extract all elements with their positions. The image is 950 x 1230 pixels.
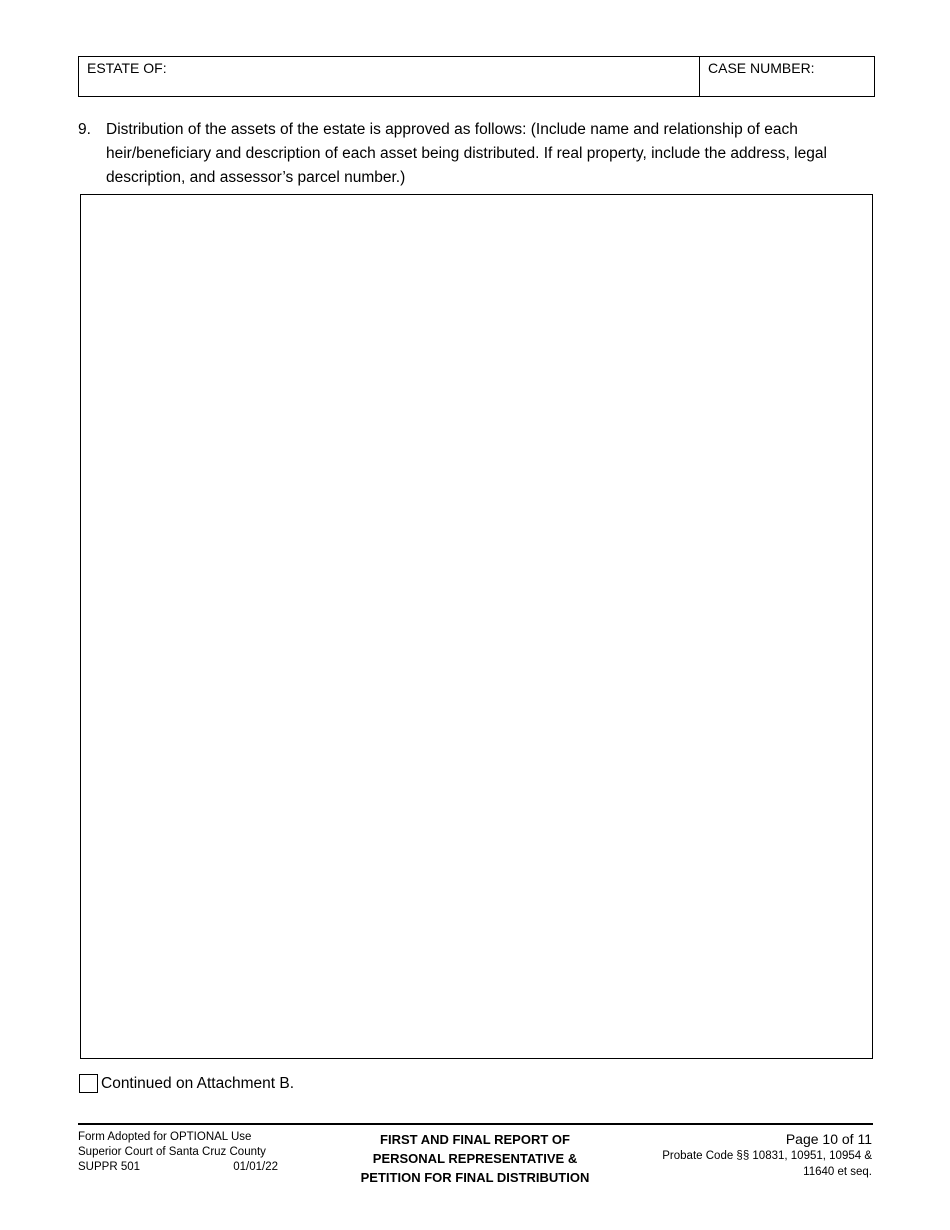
footer-form-date: 01/01/22 [233, 1161, 278, 1173]
case-number-field[interactable] [700, 57, 874, 96]
footer-form-number: SUPPR 501 [78, 1161, 141, 1173]
footer-divider [78, 1123, 873, 1125]
item-9 [78, 118, 868, 190]
continued-attachment-checkbox[interactable] [79, 1074, 98, 1093]
footer-title-line-3: PETITION FOR FINAL DISTRIBUTION [360, 1170, 590, 1185]
footer-form-title [340, 1130, 610, 1187]
distribution-answer-box[interactable] [80, 194, 873, 1059]
case-caption [78, 56, 875, 97]
case-number-label: CASE NUMBER: [708, 60, 815, 76]
item-9-text: Distribution of the assets of the estate is approved as follows: (Include name and relationship of each heir/beneficiary and description of each asset being distributed. If real property, include the address, legal description, and assessor’s parcel number.) [106, 121, 827, 186]
footer-adopted-line: Form Adopted for OPTIONAL Use [78, 1131, 252, 1143]
footer-title-line-2: PERSONAL REPRESENTATIVE & [372, 1151, 578, 1166]
footer-code-line-2: 11640 et seq. [803, 1166, 872, 1178]
footer-form-info [78, 1130, 278, 1175]
footer-page-number: Page 10 of 11 [785, 1131, 872, 1147]
footer-form-id-row [78, 1160, 278, 1175]
estate-of-field[interactable] [79, 57, 700, 96]
footer-page-info [620, 1130, 872, 1180]
footer-title-line-1: FIRST AND FINAL REPORT OF [380, 1132, 570, 1147]
continued-attachment-label: Continued on Attachment B. [101, 1074, 295, 1092]
estate-of-label: ESTATE OF: [87, 60, 167, 76]
continued-attachment-option[interactable] [79, 1074, 294, 1093]
footer-court-line: Superior Court of Santa Cruz County [78, 1146, 266, 1158]
item-9-number: 9. [78, 121, 91, 138]
footer-code-line-1: Probate Code §§ 10831, 10951, 10954 & [662, 1150, 872, 1162]
